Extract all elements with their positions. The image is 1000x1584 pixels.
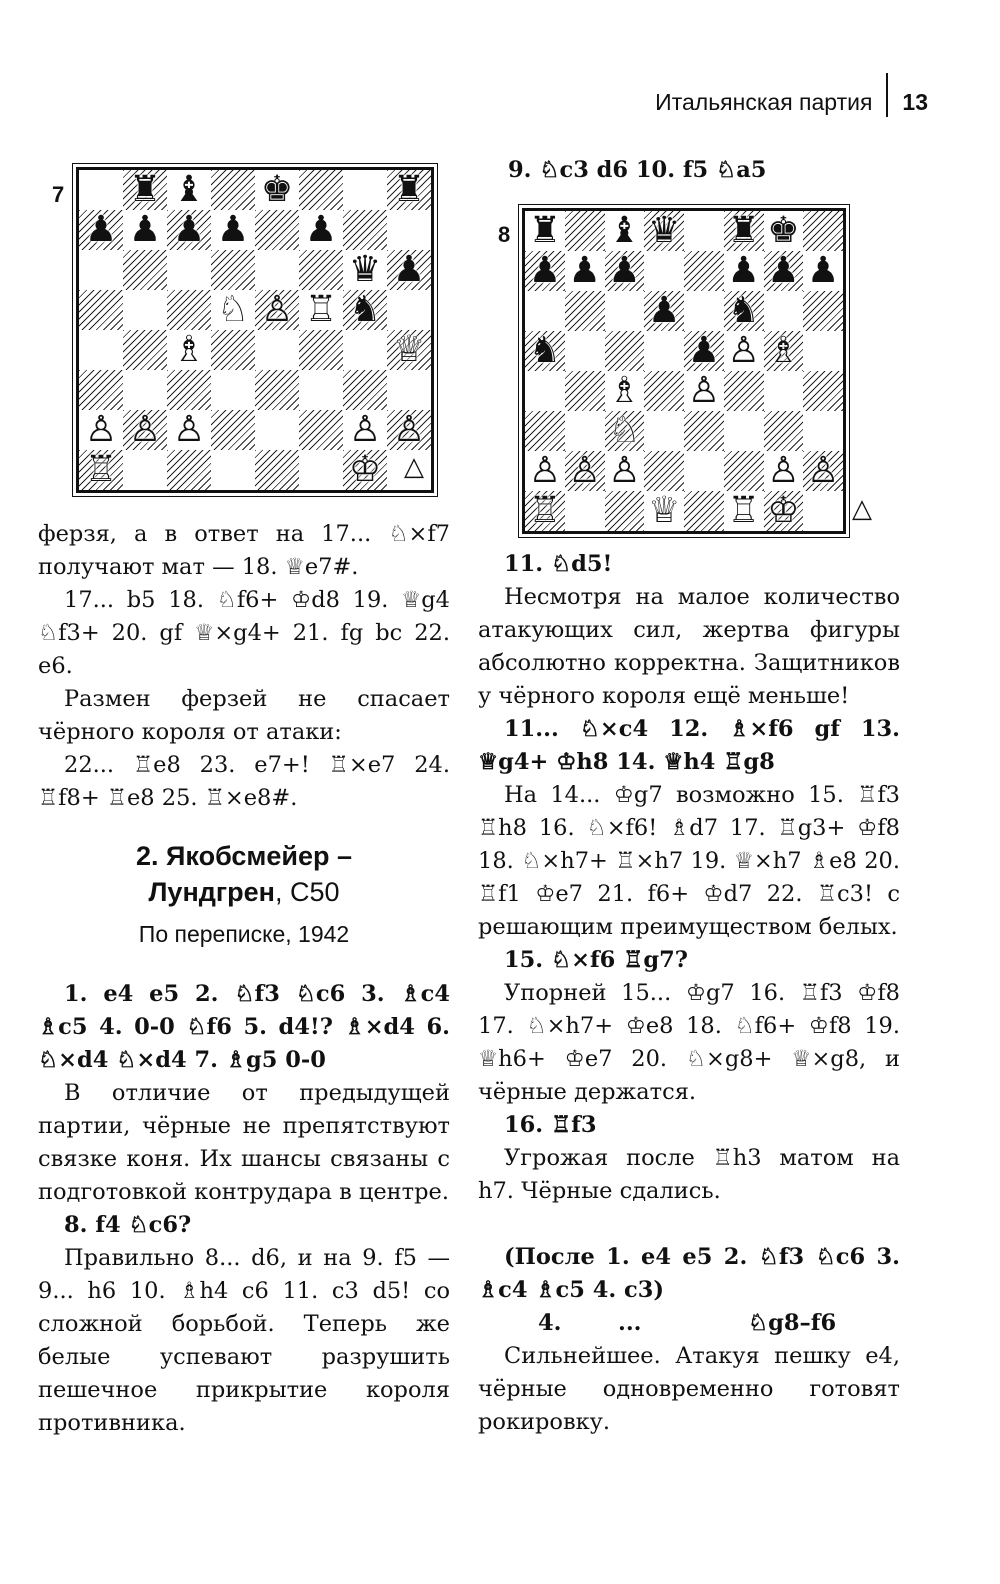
square-g3 [343, 370, 387, 410]
chess-piece: ♝ [608, 211, 641, 251]
chess-piece: ♟ [767, 251, 800, 291]
square-d1 [211, 450, 255, 490]
square-b3 [123, 370, 167, 410]
paragraph: В отличие от предыдущей партии, чёрные не препятствуют связке коня. Их шансы связаны с подготовкой контрудара в центре. [38, 1080, 450, 1205]
square-b2 [565, 451, 605, 491]
square-c4 [605, 371, 645, 411]
square-g2 [343, 410, 387, 450]
square-c1 [167, 450, 211, 490]
square-b5 [565, 331, 605, 371]
chess-piece: ♙ [128, 410, 162, 450]
square-h6 [803, 291, 843, 331]
chess-piece: ♙ [84, 410, 118, 450]
square-a8 [79, 170, 123, 210]
square-f2 [724, 451, 764, 491]
square-f1 [299, 450, 343, 490]
header-divider [886, 73, 888, 117]
chess-piece: ♙ [806, 451, 840, 491]
square-a4 [525, 371, 565, 411]
chess-piece: ♟ [568, 251, 601, 291]
chess-piece: ♙ [392, 410, 426, 450]
square-h5 [803, 331, 843, 371]
chess-piece: ♗ [172, 330, 206, 370]
square-g8 [343, 170, 387, 210]
chess-piece: ♙ [608, 451, 641, 491]
square-h2 [803, 451, 843, 491]
square-g1 [343, 450, 387, 490]
game-heading [38, 838, 450, 952]
square-d4 [211, 330, 255, 370]
square-c6 [605, 291, 645, 331]
left-text-bottom [38, 978, 450, 1440]
diagram-8-board [522, 208, 846, 534]
square-c5 [167, 290, 211, 330]
square-c7 [605, 251, 645, 291]
square-e3 [684, 411, 724, 451]
square-g4 [343, 330, 387, 370]
paragraph: Несмотря на малое количество атакующих сил, жертва фигуры абсолютно корректна. Защитников у чёрного короля ещё меньше! [478, 584, 900, 709]
square-b7 [123, 210, 167, 250]
chess-piece: ♛ [647, 211, 681, 251]
chess-piece: ♟ [727, 251, 760, 291]
square-d8 [211, 170, 255, 210]
chess-piece: ♟ [608, 251, 641, 291]
paragraph: 22... ♖e8 23. e7+! ♖×e7 24. ♖f8+ ♖e8 25. ♖×e8#. [38, 752, 450, 811]
square-g7 [343, 210, 387, 250]
moves: 1. e4 e5 2. ♘f3 ♘c6 3. ♗c4 ♗c5 4. 0-0 ♘f6 5. d4!? ♗×d4 6. ♘×d4 ♘×d4 7. ♗g5 0-0 [38, 981, 450, 1073]
square-g8 [764, 211, 804, 251]
chess-piece: ♟ [304, 210, 338, 250]
move-number: 4. [538, 1310, 562, 1336]
paragraph: Правильно 8... d6, и на 9. f5 — 9... h6 10. ♗h4 c6 11. c3 d5! со сложной борьбой. Теперь же белые успевают разрушить пешечное прикрытие короля противника. [38, 1245, 450, 1436]
game-title-line1 [38, 838, 450, 874]
moves: 11. ♘d5! [504, 551, 613, 577]
chess-piece: ♙ [348, 410, 382, 450]
move-black: ♘g8–f6 [748, 1310, 837, 1336]
square-c3 [167, 370, 211, 410]
square-h8 [387, 170, 431, 210]
square-g5 [764, 331, 804, 371]
square-b6 [565, 291, 605, 331]
square-a2 [79, 410, 123, 450]
white-player: Якобсмейер – [166, 841, 353, 871]
square-e4 [255, 330, 299, 370]
square-a1 [79, 450, 123, 490]
paragraph: Сильнейшее. Атакуя пешку e4, чёрные одновременно готовят рокировку. [478, 1343, 900, 1435]
square-e6 [255, 250, 299, 290]
chess-piece: ♟ [84, 210, 118, 250]
game-event: По переписке, 1942 [138, 921, 350, 947]
square-d4 [644, 371, 684, 411]
square-a6 [79, 250, 123, 290]
chess-piece: ♚ [260, 170, 294, 210]
move-ellipsis: ... [618, 1310, 642, 1336]
square-g3 [764, 411, 804, 451]
chess-piece: ♞ [528, 331, 562, 371]
square-g4 [764, 371, 804, 411]
chess-piece: ♚ [767, 211, 800, 251]
square-a5 [79, 290, 123, 330]
square-f6 [299, 250, 343, 290]
chess-piece: ♟ [647, 291, 681, 331]
square-f6 [724, 291, 764, 331]
moves: 11... ♘×c4 12. ♗×f6 gf 13. ♕g4+ ♔h8 14. ♕h4 ♖g8 [478, 716, 900, 775]
eco-code: , C50 [274, 877, 340, 907]
chess-piece: ♜ [727, 211, 760, 251]
square-f7 [724, 251, 764, 291]
square-e6 [684, 291, 724, 331]
square-e2 [684, 451, 724, 491]
diagram-8-number: 8 [498, 222, 511, 247]
moves: 15. ♘×f6 ♖g7? [504, 947, 688, 973]
square-f1 [724, 491, 764, 531]
square-d7 [644, 251, 684, 291]
square-a5 [525, 331, 565, 371]
square-b8 [123, 170, 167, 210]
moves: 8. f4 ♘c6? [64, 1212, 192, 1238]
paragraph: Угрожая после ♖h3 матом на h7. Чёрные сдались. [478, 1145, 900, 1204]
chess-piece: ♟ [806, 251, 840, 291]
square-c1 [605, 491, 645, 531]
chess-piece: ♛ [348, 250, 382, 290]
square-b7 [565, 251, 605, 291]
square-e1 [255, 450, 299, 490]
diagram-7-white-to-move: △ [404, 452, 424, 482]
square-f2 [299, 410, 343, 450]
square-a6 [525, 291, 565, 331]
moves: 16. ♖f3 [504, 1112, 597, 1138]
square-f8 [724, 211, 764, 251]
chess-piece: ♜ [128, 170, 162, 210]
chess-piece: ♙ [727, 331, 760, 371]
chess-piece: ♟ [128, 210, 162, 250]
spacer [478, 1208, 900, 1241]
square-a3 [79, 370, 123, 410]
square-h7 [803, 251, 843, 291]
chess-piece: ♙ [767, 451, 800, 491]
chess-piece: ♕ [392, 330, 426, 370]
black-player: Лундгрен [148, 877, 275, 907]
square-c8 [605, 211, 645, 251]
square-c5 [605, 331, 645, 371]
square-b1 [565, 491, 605, 531]
square-e8 [255, 170, 299, 210]
moves: (После 1. e4 e5 2. ♘f3 ♘c6 3. ♗c4 ♗c5 4. c3) [478, 1244, 900, 1303]
square-f7 [299, 210, 343, 250]
paragraph: На 14... ♔g7 возможно 15. ♖f3 ♖h8 16. ♘×f6! ♗d7 17. ♖g3+ ♔f8 18. ♘×h7+ ♖×h7 19. ♕×h7 ♗e8 20. ♖f1 ♔e7 21. f6+ ♔d7 22. ♖c3! с решающим преимуществом белых. [478, 782, 900, 940]
moves: 9. ♘c3 d6 10. f5 ♘a5 [508, 157, 767, 183]
square-b5 [123, 290, 167, 330]
chess-piece: ♙ [568, 451, 601, 491]
square-a4 [79, 330, 123, 370]
chess-piece: ♜ [392, 170, 426, 210]
chess-piece: ♞ [348, 290, 382, 330]
square-f4 [724, 371, 764, 411]
square-b8 [565, 211, 605, 251]
chess-piece: ♟ [392, 250, 426, 290]
square-c6 [167, 250, 211, 290]
square-e1 [684, 491, 724, 531]
square-a2 [525, 451, 565, 491]
chess-piece: ♖ [528, 491, 562, 531]
square-d3 [211, 370, 255, 410]
square-h1 [803, 491, 843, 531]
chess-piece: ♕ [647, 491, 681, 531]
chess-piece: ♝ [172, 170, 206, 210]
square-g5 [343, 290, 387, 330]
square-b4 [123, 330, 167, 370]
square-e5 [684, 331, 724, 371]
square-h4 [803, 371, 843, 411]
square-g6 [764, 291, 804, 331]
square-h5 [387, 290, 431, 330]
square-d5 [211, 290, 255, 330]
chess-piece: ♘ [216, 290, 250, 330]
chess-piece: ♗ [608, 371, 641, 411]
game-title-line2 [38, 874, 450, 910]
diagram-7-board [76, 167, 434, 493]
diagram-8-white-to-move: △ [852, 494, 872, 524]
game-number: 2. [135, 841, 159, 871]
square-g1 [764, 491, 804, 531]
paragraph: Размен ферзей не спасает чёрного короля от атаки: [38, 686, 450, 745]
square-g2 [764, 451, 804, 491]
square-h3 [803, 411, 843, 451]
square-c7 [167, 210, 211, 250]
chess-piece: ♙ [687, 371, 721, 411]
square-d7 [211, 210, 255, 250]
square-h3 [387, 370, 431, 410]
chess-piece: ♟ [528, 251, 562, 291]
square-d2 [644, 451, 684, 491]
running-header [655, 84, 928, 120]
square-f4 [299, 330, 343, 370]
paragraph: 17... b5 18. ♘f6+ ♔d8 19. ♕g4 ♘f3+ 20. gf ♕×g4+ 21. fg bc 22. e6. [38, 587, 450, 679]
square-b4 [565, 371, 605, 411]
chess-piece: ♟ [172, 210, 206, 250]
square-d1 [644, 491, 684, 531]
square-h8 [803, 211, 843, 251]
square-f3 [724, 411, 764, 451]
right-moves-top [508, 154, 900, 187]
square-g7 [764, 251, 804, 291]
square-e8 [684, 211, 724, 251]
square-f3 [299, 370, 343, 410]
chess-piece: ♙ [172, 410, 206, 450]
chess-piece: ♘ [608, 411, 641, 451]
square-d3 [644, 411, 684, 451]
square-e7 [684, 251, 724, 291]
square-d8 [644, 211, 684, 251]
square-b6 [123, 250, 167, 290]
square-h4 [387, 330, 431, 370]
square-b3 [565, 411, 605, 451]
square-c4 [167, 330, 211, 370]
square-f5 [299, 290, 343, 330]
square-h7 [387, 210, 431, 250]
square-d5 [644, 331, 684, 371]
square-e3 [255, 370, 299, 410]
square-f5 [724, 331, 764, 371]
paragraph: Упорней 15... ♔g7 16. ♖f3 ♔f8 17. ♘×h7+ ♔e8 18. ♘f6+ ♔f8 19. ♕h6+ ♔e7 20. ♘×g8+ ♕×g8, и чёрные держатся. [478, 980, 900, 1105]
left-text-top [38, 518, 450, 815]
chess-piece: ♗ [767, 331, 800, 371]
square-h2 [387, 410, 431, 450]
square-h6 [387, 250, 431, 290]
chess-piece: ♔ [348, 450, 382, 490]
chess-piece: ♖ [84, 450, 118, 490]
square-e5 [255, 290, 299, 330]
section-title: Итальянская партия [655, 88, 873, 115]
square-d2 [211, 410, 255, 450]
square-a7 [79, 210, 123, 250]
square-e4 [684, 371, 724, 411]
chess-piece: ♞ [727, 291, 760, 331]
paragraph: ферзя, а в ответ на 17... ♘×f7 получают мат — 18. ♕e7#. [38, 521, 450, 580]
square-c3 [605, 411, 645, 451]
square-a8 [525, 211, 565, 251]
square-c2 [167, 410, 211, 450]
chess-piece: ♜ [528, 211, 562, 251]
chess-piece: ♖ [727, 491, 760, 531]
square-c8 [167, 170, 211, 210]
square-d6 [211, 250, 255, 290]
chess-piece: ♟ [216, 210, 250, 250]
diagram-7-number: 7 [52, 182, 65, 207]
chess-piece: ♟ [687, 331, 721, 371]
square-g6 [343, 250, 387, 290]
move-4-line [478, 1307, 900, 1340]
square-c2 [605, 451, 645, 491]
chess-piece: ♙ [528, 451, 562, 491]
square-b2 [123, 410, 167, 450]
square-f8 [299, 170, 343, 210]
square-b1 [123, 450, 167, 490]
chess-piece: ♙ [260, 290, 294, 330]
square-a1 [525, 491, 565, 531]
square-a7 [525, 251, 565, 291]
chess-piece: ♔ [767, 491, 800, 531]
square-a3 [525, 411, 565, 451]
chess-piece: ♖ [304, 290, 338, 330]
square-e2 [255, 410, 299, 450]
page-number: 13 [902, 88, 928, 115]
right-text [478, 548, 900, 1439]
square-e7 [255, 210, 299, 250]
square-d6 [644, 291, 684, 331]
